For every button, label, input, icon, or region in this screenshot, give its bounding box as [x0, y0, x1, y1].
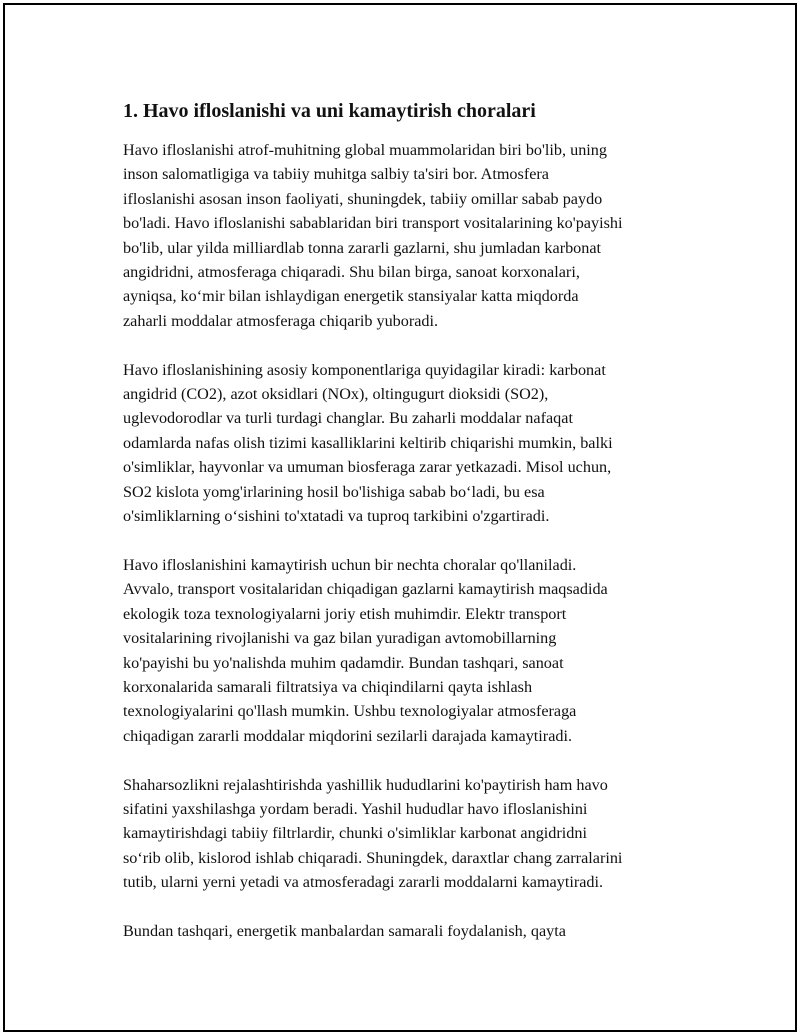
text-line: angidrid (CO2), azot oksidlari (NOx), oltingugurt dioksidi (SO2),	[123, 385, 549, 404]
page-frame	[3, 3, 797, 1032]
text-line: chiqadigan zararli moddalar miqdorini sezilarli darajada kamaytiradi.	[123, 726, 573, 745]
text-line: sifatini yaxshilashga yordam beradi. Yashil hududlar havo ifloslanishini	[123, 799, 588, 818]
text-line: ekologik toza texnologiyalarni joriy etish muhimdir. Elektr transport	[123, 604, 567, 623]
text-line: Shaharsozlikni rejalashtirishda yashillik hududlarini ko'paytirish ham havo	[123, 775, 608, 794]
section-heading: 1. Havo ifloslanishi va uni kamaytirish choralari	[123, 100, 536, 122]
text-line: inson salomatligiga va tabiiy muhitga salbiy ta'siri bor. Atmosfera	[123, 165, 549, 184]
text-line: Avvalo, transport vositalaridan chiqadigan gazlarni kamaytirish maqsadida	[123, 580, 608, 599]
text-line: tutib, ularni yerni yetadi va atmosferadagi zararli moddalarni kamaytiradi.	[123, 873, 604, 892]
paragraph-4	[123, 773, 703, 895]
text-line: SO2 kislota yomg'irlarining hosil bo'lishiga sabab bo‘ladi, bu esa	[123, 482, 545, 501]
text-line: Havo ifloslanishining asosiy komponentlariga quyidagilar kiradi: karbonat	[123, 360, 606, 379]
text-line: odamlarda nafas olish tizimi kasalliklarini keltirib chiqarishi mumkin, balki	[123, 433, 613, 452]
text-line: kamaytirishdagi tabiiy filtrlardir, chunki o'simliklar karbonat angidridni	[123, 824, 587, 843]
text-line: vositalarining rivojlanishi va gaz bilan yuradigan avtomobillarning	[123, 629, 557, 648]
text-line: texnologiyalarini qo'llash mumkin. Ushbu texnologiyalar atmosferaga	[123, 702, 577, 721]
text-line: korxonalarida samarali filtratsiya va chiqindilarni qayta ishlash	[123, 677, 533, 696]
paragraph-3	[123, 553, 703, 748]
text-line: Havo ifloslanishini kamaytirish uchun bir nechta choralar qo'llaniladi.	[123, 555, 577, 574]
text-line: so‘rib olib, kislorod ishlab chiqaradi. Shuningdek, daraxtlar chang zarralarini	[123, 848, 623, 867]
text-line: Havo ifloslanishi atrof-muhitning global muammolaridan biri bo'lib, uning	[123, 141, 607, 159]
text-line: o'simliklarning o‘sishini to'xtatadi va tuproq tarkibini o'zgartiradi.	[123, 507, 550, 526]
paragraph-1	[123, 138, 703, 333]
text-line: angidridni, atmosferaga chiqaradi. Shu bilan birga, sanoat korxonalari,	[123, 263, 580, 282]
text-line: zaharli moddalar atmosferaga chiqarib yuboradi.	[123, 311, 439, 330]
text-line: ayniqsa, ko‘mir bilan ishlaydigan energetik stansiyalar katta miqdorda	[123, 287, 579, 306]
text-line: bo'lib, ular yilda milliardlab tonna zararli gazlarni, shu jumladan karbonat	[123, 238, 602, 257]
paragraph-2	[123, 358, 703, 529]
text-line: ifloslanishi asosan inson faoliyati, shuningdek, tabiiy omillar sabab paydo	[123, 189, 603, 208]
paragraph-5	[123, 919, 703, 943]
text-line: ko'payishi bu yo'nalishda muhim qadamdir. Bundan tashqari, sanoat	[123, 653, 564, 672]
document-body	[123, 98, 703, 968]
text-line: uglevodorodlar va turli turdagi changlar. Bu zaharli moddalar nafaqat	[123, 409, 573, 428]
text-line: o'simliklar, hayvonlar va umuman biosferaga zarar yetkazadi. Misol uchun,	[123, 458, 612, 477]
text-line: bo'ladi. Havo ifloslanishi sabablaridan biri transport vositalarining ko'payishi	[123, 214, 623, 233]
text-line: Bundan tashqari, energetik manbalardan samarali foydalanish, qayta	[123, 921, 566, 940]
